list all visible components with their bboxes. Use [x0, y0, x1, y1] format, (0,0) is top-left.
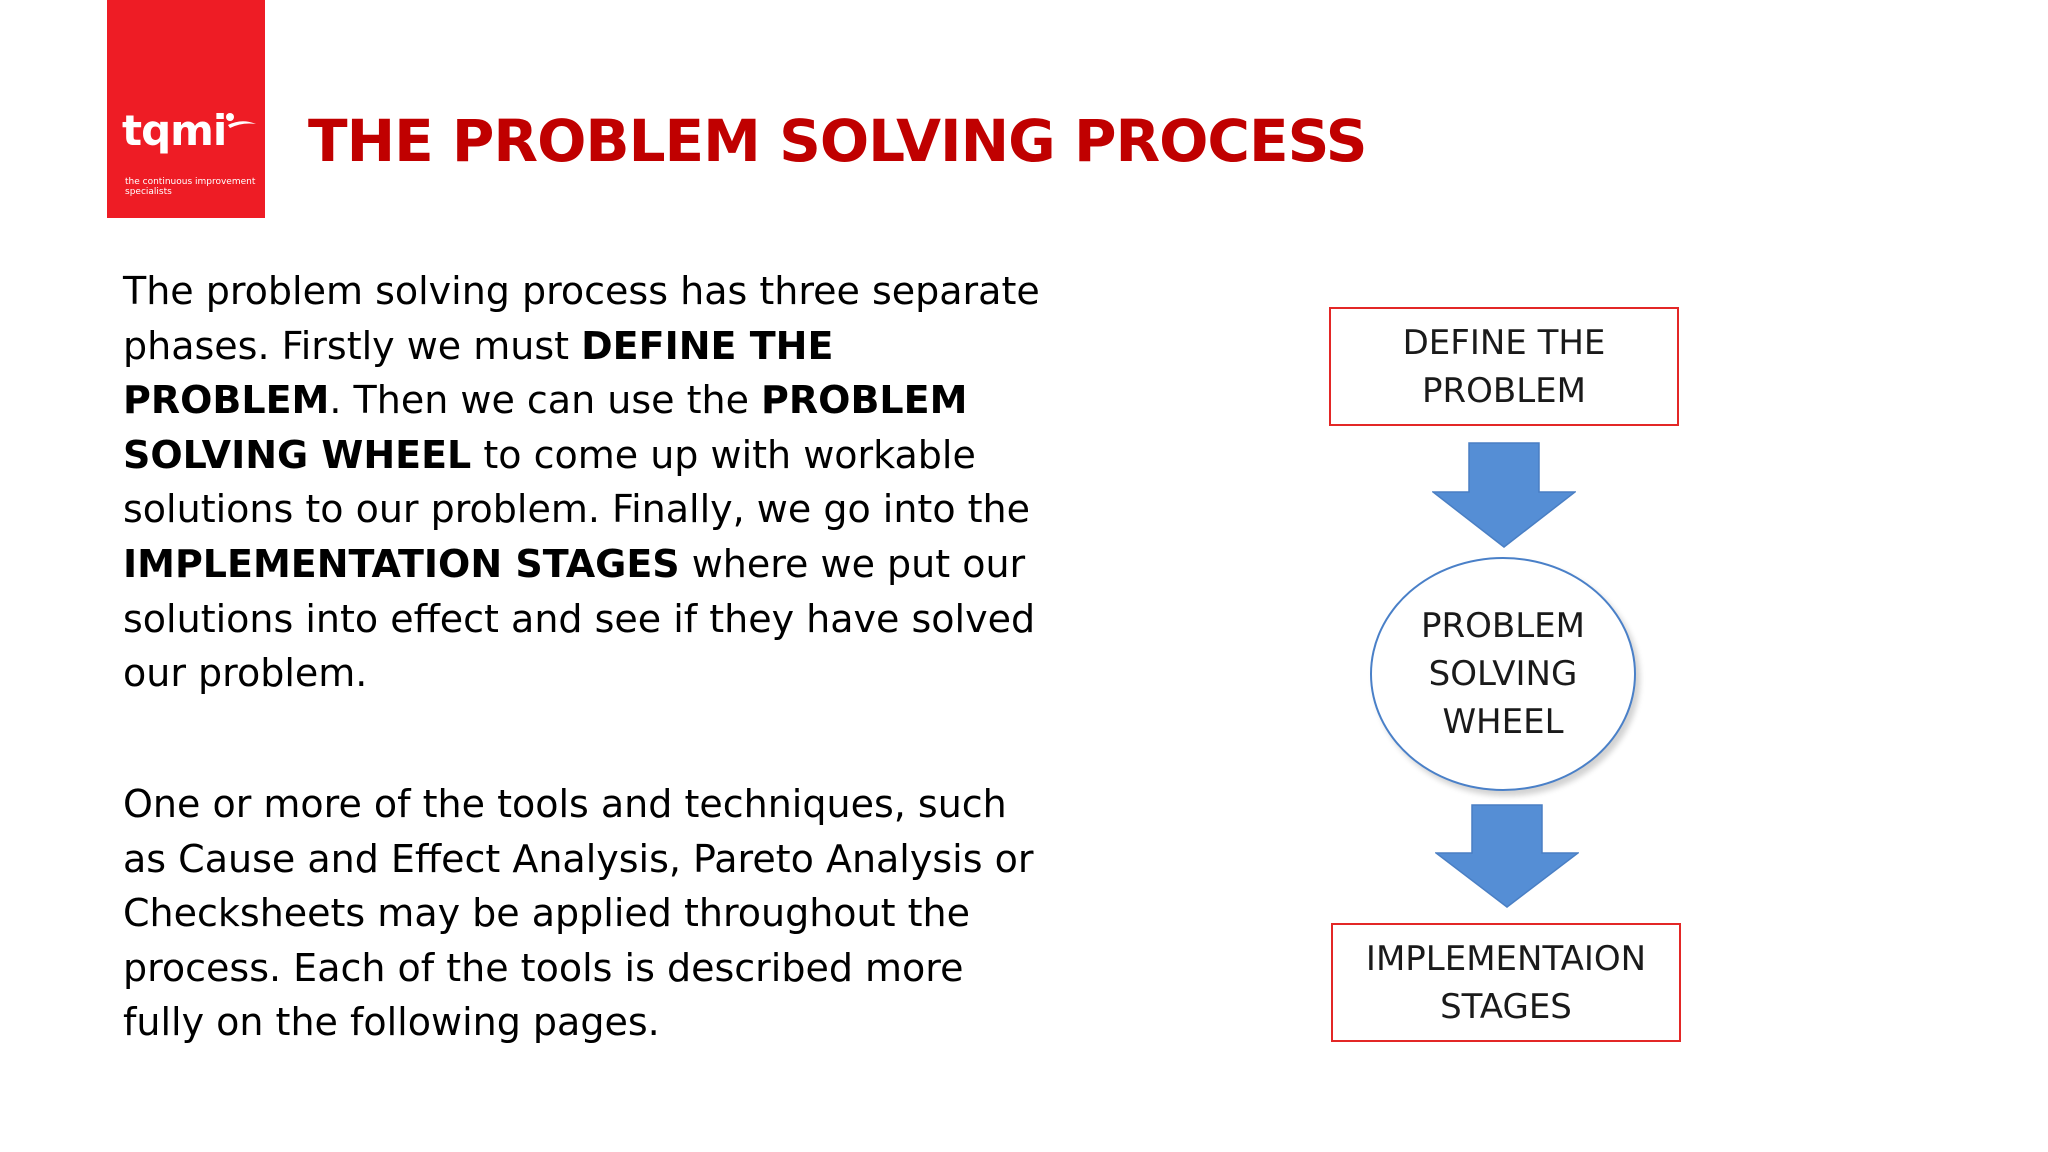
intro-text-2: . Then we can use the — [329, 378, 762, 423]
down-arrow-icon — [1435, 804, 1579, 908]
down-arrow-icon — [1432, 442, 1576, 548]
intro-bold-wheel: PROBLEM SOLVING WHEEL — [123, 378, 968, 477]
intro-text-3: to come up with workable solutions to our problem. Finally, we go into the — [123, 432, 1031, 532]
define-problem-box: DEFINE THE PROBLEM — [1329, 307, 1679, 426]
intro-text-4: where we put our solutions into effect and see if they have solved our problem. — [123, 541, 1036, 696]
intro-text-1: The problem solving process has three separate phases. Firstly we must — [123, 269, 1040, 368]
implementation-stages-box: IMPLEMENTAION STAGES — [1331, 923, 1681, 1042]
tqmi-logo — [107, 0, 265, 218]
intro-bold-define: DEFINE THE PROBLEM — [123, 323, 834, 423]
intro-paragraph — [123, 264, 1053, 701]
page-title: THE PROBLEM SOLVING PROCESS — [308, 107, 1367, 175]
tools-paragraph: One or more of the tools and techniques, such as Cause and Effect Analysis, Pareto Analysis or Checksheets may be applied throughout the process. Each of the tools is described more fully on the following pages. — [123, 782, 1034, 1045]
logo-tagline: the continuous improvement specialists — [125, 177, 256, 197]
problem-solving-wheel: PROBLEM SOLVING WHEEL — [1370, 557, 1636, 791]
logo-swoosh-icon — [224, 112, 258, 132]
intro-bold-implementation: IMPLEMENTATION STAGES — [123, 541, 680, 586]
logo-wordmark: tqmi — [122, 106, 227, 155]
